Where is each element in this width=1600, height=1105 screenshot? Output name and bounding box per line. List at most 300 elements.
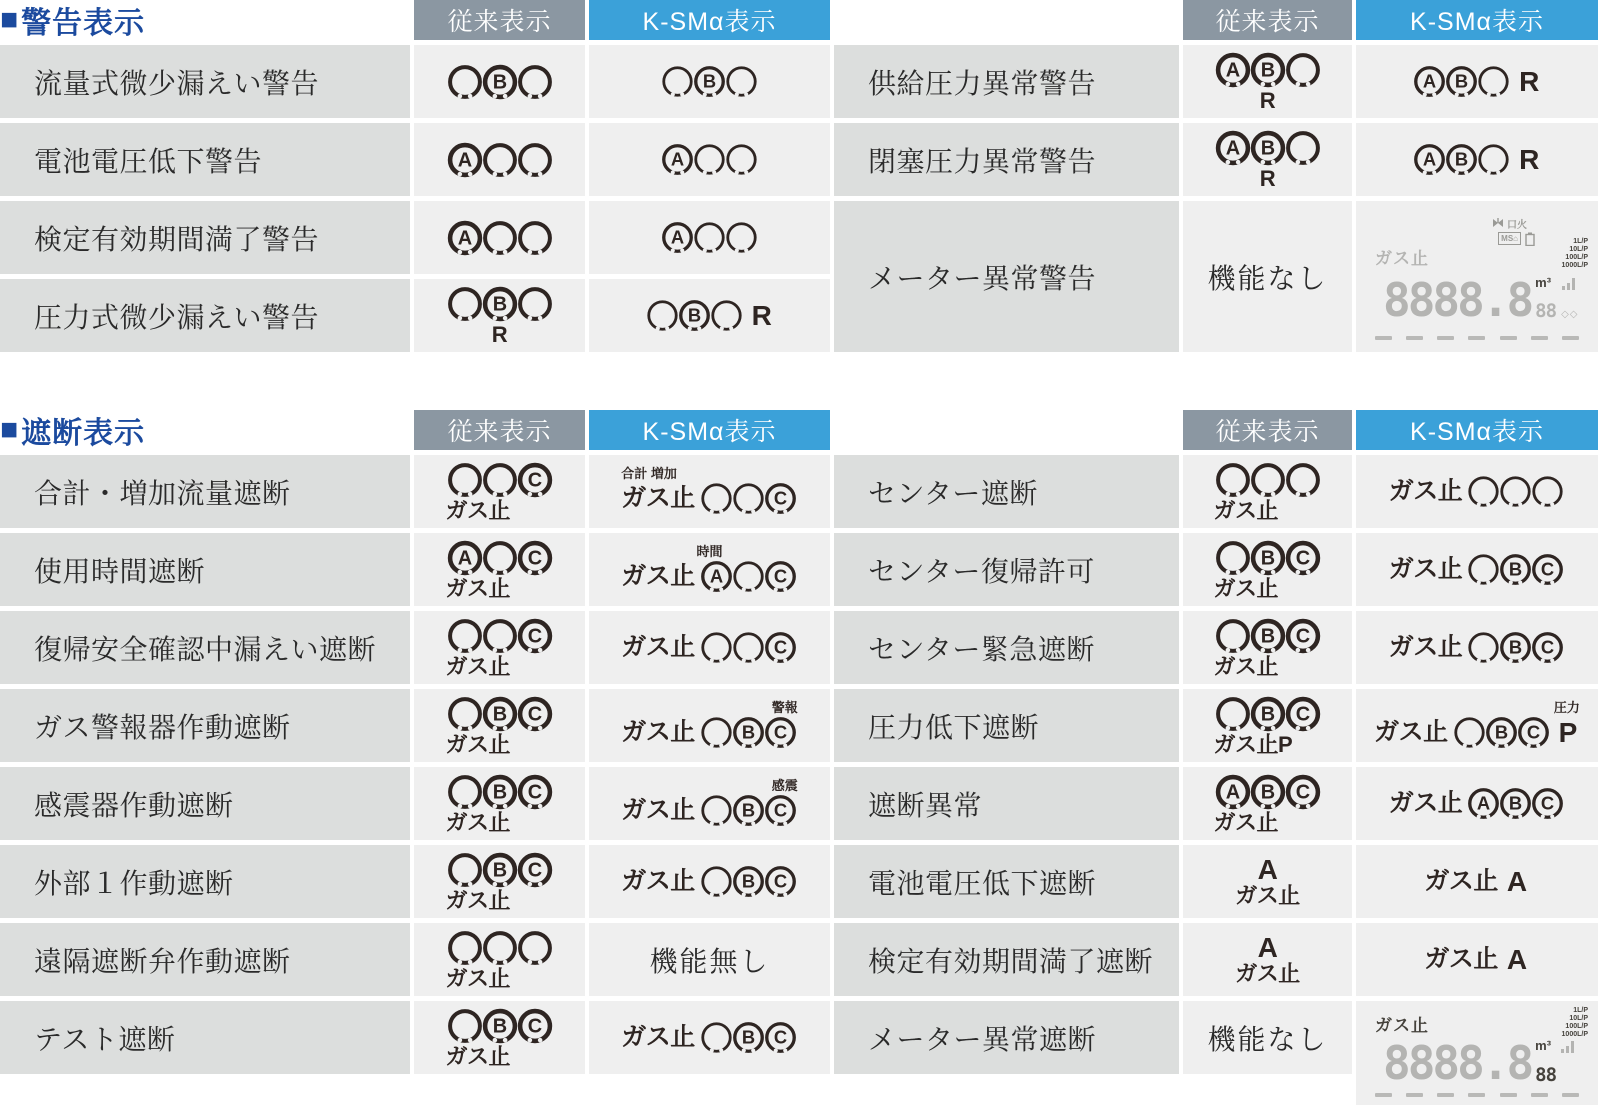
svg-text:A: A [1422, 70, 1437, 92]
symbol-sub-label: ガス止 [445, 965, 511, 991]
svg-text:B: B [1260, 625, 1275, 648]
ksm-display-cell [589, 533, 830, 606]
flow-rate-label: 1000L/P [1561, 261, 1588, 269]
symbol-text: ガス止 [621, 796, 695, 825]
svg-text:C: C [1541, 636, 1555, 658]
conventional-display-cell [1183, 533, 1352, 606]
circle-C-icon [1284, 617, 1322, 655]
lcd-display-warning [1361, 208, 1593, 346]
symbol-text: ガス止 [621, 562, 695, 591]
row-label: テスト遮断 [0, 1001, 410, 1074]
circle-empty-icon [516, 141, 554, 179]
svg-text:B: B [492, 293, 507, 316]
circle-A-icon [660, 142, 695, 177]
circle-C-icon [516, 461, 554, 499]
lcd-signal-column [1561, 278, 1578, 320]
circle-empty-icon [516, 929, 554, 967]
lcd-main-readout [1383, 1036, 1577, 1091]
symbol-line [1424, 865, 1529, 897]
symbol-sub-label: ガス止 [1213, 497, 1279, 523]
row-label: 検定有効期間満了遮断 [834, 923, 1179, 996]
symbol-group [1214, 461, 1322, 522]
lcd-dash [1437, 336, 1454, 340]
conventional-display-cell [414, 533, 585, 606]
svg-text:B: B [492, 71, 507, 94]
svg-text:B: B [492, 1015, 507, 1038]
circle-empty-icon [699, 481, 734, 516]
symbol-line [446, 539, 554, 577]
symbol-line [446, 63, 554, 101]
symbol-line [621, 715, 798, 750]
symbol-line [1412, 64, 1542, 99]
symbol-group [621, 779, 798, 829]
symbol-group [446, 285, 554, 346]
symbol-line [1389, 786, 1566, 821]
circle-empty-icon [446, 63, 484, 101]
svg-text:B: B [492, 859, 507, 882]
conventional-display-cell [1183, 611, 1352, 684]
row-label: メーター異常警告 [834, 201, 1179, 352]
svg-text:B: B [492, 703, 507, 726]
circle-empty-icon [1452, 715, 1487, 750]
symbol-group [446, 219, 554, 257]
circle-empty-icon [516, 219, 554, 257]
circle-empty-icon [724, 64, 759, 99]
symbol-line [446, 617, 554, 655]
circle-empty-icon [731, 481, 766, 516]
symbol-text: R [751, 299, 772, 331]
circle-empty-icon [731, 559, 766, 594]
circle-empty-icon [692, 220, 727, 255]
col-header-conventional: 従来表示 [414, 0, 585, 40]
symbol-line [621, 559, 798, 594]
circle-B-icon [481, 695, 519, 733]
circle-B-icon [692, 64, 727, 99]
circle-A-icon [1412, 64, 1447, 99]
row-label: 検定有効期間満了警告 [0, 201, 410, 274]
symbol-line [660, 220, 759, 255]
svg-text:B: B [741, 1026, 755, 1048]
circle-B-icon [1498, 552, 1533, 587]
circle-C-icon [763, 630, 798, 665]
ksm-display-cell [1356, 767, 1598, 840]
svg-text:C: C [527, 859, 542, 882]
circle-C-icon [1284, 695, 1322, 733]
lcd-digits: 8888.8 [1383, 272, 1532, 327]
circle-empty-icon [709, 298, 744, 333]
symbol-sub-label: ガス止 [1235, 882, 1300, 908]
symbol-line [1235, 853, 1300, 885]
circle-C-icon [1284, 773, 1322, 811]
flow-rate-label: 1L/P [1573, 1007, 1588, 1014]
lcd-dash [1468, 1093, 1485, 1097]
symbol-text: ガス止 [1388, 789, 1463, 817]
lcd-dash [1375, 1093, 1392, 1097]
circle-empty-icon [516, 285, 554, 323]
symbol-text: A [1506, 943, 1527, 975]
symbol-group [446, 929, 554, 990]
symbol-group [446, 1007, 554, 1068]
circle-empty-icon [1214, 539, 1252, 577]
symbol-top-label: 圧力 [1553, 699, 1580, 715]
circle-B-icon [731, 715, 766, 750]
ksm-display-cell [589, 123, 830, 196]
symbol-text: ガス止 [1388, 555, 1463, 583]
row-label: 合計・増加流量遮断 [0, 455, 410, 528]
svg-text:C: C [1526, 721, 1540, 743]
symbol-text: A [1257, 853, 1278, 885]
conventional-display-cell [414, 279, 585, 352]
col-header-conventional: 従来表示 [1183, 410, 1352, 450]
circle-C-icon [763, 864, 798, 899]
ksm-display-cell [589, 45, 830, 118]
svg-text:B: B [741, 799, 755, 821]
conventional-display-cell [414, 1001, 585, 1074]
circle-empty-icon [516, 63, 554, 101]
symbol-text: R [1519, 143, 1539, 175]
svg-text:C: C [773, 487, 787, 509]
svg-text:C: C [527, 703, 542, 726]
flow-rate-label: 100L/P [1565, 253, 1588, 261]
conventional-display-cell [1183, 767, 1352, 840]
lcd-dash-row [1375, 336, 1579, 340]
symbol-sub-label: ガス止 [1213, 653, 1279, 679]
circle-A-icon [1214, 51, 1252, 89]
col-header-conventional: 従来表示 [1183, 0, 1352, 40]
circle-empty-icon [446, 461, 484, 499]
circle-empty-icon [699, 793, 734, 828]
svg-text:B: B [1454, 70, 1469, 92]
symbol-text: ガス止 [621, 718, 695, 747]
symbol-sub-label: ガス止 [1213, 575, 1279, 601]
svg-text:C: C [773, 1026, 787, 1048]
circle-C-icon [516, 695, 554, 733]
circle-C-icon [1530, 630, 1565, 665]
circle-B-icon [1444, 64, 1479, 99]
conventional-display-cell [414, 767, 585, 840]
symbol-line [1235, 931, 1300, 963]
ksm-display-cell [1356, 45, 1598, 118]
svg-text:B: B [492, 781, 507, 804]
circle-empty-icon [724, 142, 759, 177]
svg-text:B: B [1509, 636, 1523, 658]
ksm-display-cell [1356, 533, 1598, 606]
section-title-text: 遮断表示 [21, 417, 146, 450]
flow-rate-label: 10L/P [1569, 1015, 1588, 1022]
flow-rate-labels [1562, 1007, 1588, 1039]
col-header-ksm: K-SMα表示 [589, 410, 830, 450]
symbol-group [660, 64, 759, 99]
circle-empty-icon [699, 715, 734, 750]
symbol-top-label: 警報 [771, 699, 798, 715]
symbol-text: P [1558, 716, 1577, 748]
col-header-ksm: K-SMα表示 [1356, 0, 1598, 40]
circle-empty-icon [446, 929, 484, 967]
svg-text:C: C [1295, 781, 1310, 804]
symbol-group [621, 630, 798, 665]
lcd-dash [1468, 336, 1485, 340]
ksm-display-cell [589, 689, 830, 762]
symbol-sub-label: ガス止 [445, 575, 511, 601]
row-label: 電池電圧低下警告 [0, 123, 410, 196]
shutoff-display-table [0, 410, 1600, 1091]
circle-C-icon [516, 1007, 554, 1045]
flow-rate-label: 1000L/P [1561, 1031, 1588, 1038]
svg-text:C: C [1541, 792, 1555, 814]
symbol-sub-label: ガス止 [1235, 960, 1300, 986]
symbol-line [621, 630, 798, 665]
symbol-group [621, 701, 798, 751]
symbol-line [1214, 773, 1322, 811]
symbol-group [1214, 695, 1322, 756]
circle-C-icon [763, 559, 798, 594]
flow-rate-labels [1562, 238, 1588, 270]
symbol-sub-label: ガス止 [445, 887, 511, 913]
ksm-display-cell [589, 279, 830, 352]
svg-text:A: A [670, 148, 685, 170]
circle-empty-icon [692, 142, 727, 177]
section-title-text: 警告表示 [21, 7, 146, 40]
symbol-line [446, 773, 554, 811]
svg-text:A: A [670, 226, 685, 248]
lcd-status-icons [1498, 232, 1535, 246]
circle-C-icon [763, 1020, 798, 1055]
symbol-line [1214, 51, 1322, 89]
svg-text:A: A [457, 547, 472, 570]
svg-text:A: A [1225, 137, 1240, 160]
circle-empty-icon [699, 630, 734, 665]
row-label: 供給圧力異常警告 [834, 45, 1179, 118]
svg-text:A: A [1225, 781, 1240, 804]
circle-C-icon [516, 773, 554, 811]
symbol-group [1412, 64, 1542, 99]
circle-empty-icon [1466, 474, 1501, 509]
symbol-group [1235, 853, 1300, 908]
flow-rate-label: 10L/P [1569, 245, 1588, 253]
circle-empty-icon [645, 298, 680, 333]
row-label: センター遮断 [834, 455, 1179, 528]
symbol-line [660, 64, 759, 99]
svg-text:C: C [1295, 625, 1310, 648]
lcd-dash [1531, 1093, 1548, 1097]
section-bullet: ■ [0, 413, 20, 446]
symbol-top-label: 感震 [771, 777, 798, 793]
symbol-line [446, 461, 554, 499]
svg-text:C: C [1541, 558, 1555, 580]
ksm-display-cell [1356, 1001, 1598, 1105]
svg-text:B: B [687, 304, 701, 326]
lcd-dash-row [1375, 1093, 1579, 1097]
symbol-text: ガス止 [1424, 867, 1498, 895]
flow-rate-label: 100L/P [1565, 1023, 1588, 1030]
shutoff-display-section [0, 410, 1600, 1091]
circle-empty-icon [481, 141, 519, 179]
circle-B-icon [481, 285, 519, 323]
symbol-group [446, 461, 554, 522]
svg-text:C: C [773, 721, 787, 743]
pilot-light-label: 口火 [1507, 219, 1527, 231]
lcd-sub-digits: 88 [1535, 1063, 1557, 1086]
symbol-group [1424, 943, 1529, 975]
row-label: 外部１作動遮断 [0, 845, 410, 918]
ksm-display-cell [1356, 123, 1598, 196]
circle-B-icon [731, 864, 766, 899]
ms-box-icon: MS⌂ [1498, 232, 1521, 245]
circle-B-icon [1249, 51, 1287, 89]
row-label: 流量式微少漏えい警告 [0, 45, 410, 118]
symbol-line [1214, 129, 1322, 167]
circle-empty-icon [446, 851, 484, 889]
svg-text:B: B [1260, 137, 1275, 160]
valve-icon [1492, 218, 1504, 228]
circle-B-icon [677, 298, 712, 333]
symbol-group [446, 851, 554, 912]
symbol-group [1214, 51, 1322, 112]
symbol-sub-label: ガス止 [445, 731, 511, 757]
svg-text:A: A [457, 227, 472, 250]
symbol-text: ガス止 [1374, 718, 1448, 747]
symbol-sub-label: ガス止 [1213, 809, 1279, 835]
svg-text:B: B [1509, 558, 1523, 580]
ksm-display-cell [1356, 455, 1598, 528]
svg-text:A: A [1422, 148, 1437, 170]
conventional-display-cell [414, 923, 585, 996]
symbol-line [446, 929, 554, 967]
circle-C-icon [1516, 715, 1551, 750]
svg-text:A: A [1477, 792, 1491, 814]
circle-C-icon [516, 617, 554, 655]
symbol-group [1235, 931, 1300, 986]
symbol-text: ガス止 [621, 1023, 695, 1051]
circle-C-icon [763, 715, 798, 750]
row-label: 閉塞圧力異常警告 [834, 123, 1179, 196]
svg-text:B: B [1509, 792, 1523, 814]
symbol-line [1412, 142, 1542, 177]
conventional-display-cell [414, 845, 585, 918]
warning-display-section [0, 0, 1600, 352]
svg-text:C: C [773, 565, 787, 587]
lcd-signal-column [1561, 1041, 1577, 1083]
svg-text:C: C [1295, 547, 1310, 570]
circle-empty-icon [481, 929, 519, 967]
svg-text:C: C [773, 870, 787, 892]
svg-text:C: C [527, 469, 542, 492]
circle-B-icon [1484, 715, 1519, 750]
symbol-line [1214, 539, 1322, 577]
symbol-line [1374, 715, 1580, 750]
symbol-group [1389, 552, 1566, 587]
row-label: センター緊急遮断 [834, 611, 1179, 684]
svg-text:B: B [1454, 148, 1469, 170]
circle-B-icon [481, 773, 519, 811]
symbol-line [1214, 617, 1322, 655]
circle-A-icon [1466, 786, 1501, 821]
ksm-display-cell [589, 1001, 830, 1074]
symbol-line [1389, 552, 1566, 587]
circle-B-icon [1249, 617, 1287, 655]
symbol-group [1424, 865, 1529, 897]
row-label: 圧力式微少漏えい警告 [0, 279, 410, 352]
lcd-gas-stop-label: ガス止 [1375, 1016, 1429, 1035]
circle-empty-icon [481, 617, 519, 655]
lcd-dash [1375, 336, 1392, 340]
symbol-group [1389, 474, 1566, 509]
circle-empty-icon [1214, 695, 1252, 733]
section-bullet: ■ [0, 3, 20, 36]
circle-empty-icon [1498, 474, 1533, 509]
lcd-top-icons [1492, 216, 1527, 231]
circle-empty-icon [1214, 617, 1252, 655]
conventional-display-cell [414, 689, 585, 762]
circle-empty-icon [1466, 552, 1501, 587]
symbol-text: R [1519, 65, 1539, 97]
conventional-display-cell [1183, 689, 1352, 762]
ksm-display-cell [589, 923, 830, 996]
row-label: 電池電圧低下遮断 [834, 845, 1179, 918]
conventional-display-cell [1183, 455, 1352, 528]
circle-empty-icon [660, 64, 695, 99]
symbol-text: ガス止 [1388, 477, 1463, 505]
no-function-text: 機能なし [1207, 262, 1328, 294]
symbol-group [660, 220, 759, 255]
row-label: 使用時間遮断 [0, 533, 410, 606]
conventional-display-cell [1183, 1001, 1352, 1074]
symbol-line [1424, 943, 1529, 975]
circle-B-icon [1249, 129, 1287, 167]
symbol-line [446, 851, 554, 889]
circle-B-icon [731, 793, 766, 828]
circle-empty-icon [481, 219, 519, 257]
row-label: 圧力低下遮断 [834, 689, 1179, 762]
ksm-display-cell [589, 201, 830, 274]
row-label: 遠隔遮断弁作動遮断 [0, 923, 410, 996]
row-label: センター復帰許可 [834, 533, 1179, 606]
ksm-display-cell [1356, 923, 1598, 996]
circle-B-icon [481, 63, 519, 101]
lcd-dash [1562, 1093, 1579, 1097]
circle-empty-icon [446, 285, 484, 323]
symbol-line [660, 142, 759, 177]
lcd-sub-digits: 88 [1535, 300, 1557, 323]
ksm-display-cell [589, 611, 830, 684]
svg-text:B: B [702, 70, 717, 92]
circle-B-icon [1249, 695, 1287, 733]
symbol-text: ガス止 [1424, 945, 1498, 973]
symbol-group [1412, 142, 1542, 177]
flow-rate-label: 1L/P [1573, 237, 1588, 245]
symbol-line [1389, 474, 1566, 509]
svg-text:C: C [773, 636, 787, 658]
no-function-text: 機能なし [1207, 1023, 1328, 1055]
section-title [0, 410, 145, 450]
conventional-display-cell [1183, 201, 1352, 352]
conventional-display-cell [414, 455, 585, 528]
circle-empty-icon [1476, 142, 1511, 177]
symbol-text: ガス止 [621, 484, 695, 513]
lcd-digits: 8888.8 [1383, 1036, 1532, 1091]
symbol-text: ガス止 [621, 633, 695, 661]
symbol-group [1214, 773, 1322, 834]
symbol-line [621, 793, 798, 828]
circle-empty-icon [1214, 461, 1252, 499]
circle-empty-icon [1476, 64, 1511, 99]
circle-empty-icon [481, 539, 519, 577]
svg-text:C: C [527, 625, 542, 648]
conventional-display-cell [1183, 923, 1352, 996]
col-header-conventional: 従来表示 [414, 410, 585, 450]
circle-C-icon [1530, 552, 1565, 587]
symbol-line [645, 298, 775, 333]
